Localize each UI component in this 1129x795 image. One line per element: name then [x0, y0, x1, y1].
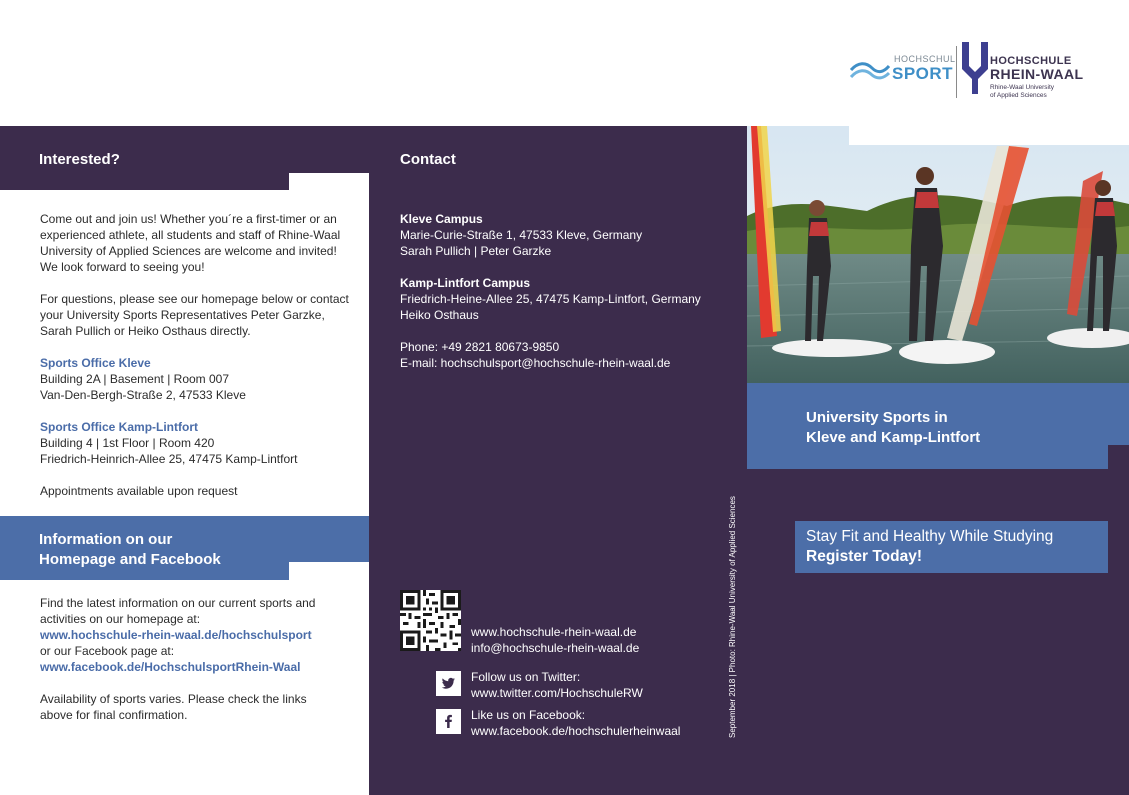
hochschulsport-logo [850, 52, 956, 86]
qr-code [400, 590, 461, 651]
twitter-button[interactable] [436, 671, 461, 696]
sports-office-kamp-lintfort [40, 419, 358, 467]
cover-title-line1: University Sports in [806, 409, 948, 426]
kl-campus-title: Kamp-Lintfort Campus [400, 276, 530, 290]
register-today-text: Register Today! [806, 548, 922, 565]
sport-logo-small: HOCHSCHUL [894, 54, 956, 64]
availability-line: above for final confirmation. [40, 708, 188, 722]
questions-paragraph [40, 291, 358, 339]
info-heading-line1: Information on our [39, 531, 173, 548]
intro-line: University of Applied Sciences are welcome and invited! [40, 244, 337, 258]
photo-notch [849, 126, 1129, 145]
questions-line: Sarah Pullich or Heiko Osthaus directly. [40, 324, 251, 338]
kleve-campus-contacts: Sarah Pullich | Peter Garzke [400, 244, 552, 258]
wave-icon [850, 58, 890, 82]
intro-line: Come out and join us! Whether you´re a first-timer or an [40, 212, 337, 226]
office-kleve-title: Sports Office Kleve [40, 356, 151, 370]
twitter-icon [436, 671, 461, 696]
questions-line: For questions, please see our homepage below or contact [40, 292, 349, 306]
interested-heading: Interested? [39, 151, 120, 168]
kamp-lintfort-campus-block [400, 275, 740, 323]
hrw-y-icon [960, 38, 990, 96]
title-band-extension [747, 445, 1108, 469]
info-heading-line2: Homepage and Facebook [39, 551, 221, 568]
homepage-link[interactable]: www.hochschule-rhein-waal.de/hochschulsport [40, 628, 312, 642]
latest-line: Find the latest information on our current sports and [40, 596, 316, 610]
photo-credit: September 2018 | Photo: Rhine-Waal University of Applied Sciences [728, 496, 737, 738]
availability-paragraph [40, 691, 358, 723]
cover-title [806, 408, 980, 448]
office-kleve-address: Van-Den-Bergh-Straße 2, 47533 Kleve [40, 388, 246, 402]
logo-divider [956, 46, 957, 98]
hrw-logo-line2: RHEIN-WAAL [990, 66, 1084, 82]
office-kl-address: Friedrich-Heinrich-Allee 25, 47475 Kamp-Lintfort [40, 452, 298, 466]
availability-line: Availability of sports varies. Please check the links [40, 692, 307, 706]
contact-heading: Contact [400, 151, 456, 168]
intro-paragraph [40, 211, 358, 275]
info-heading [39, 530, 221, 570]
hrw-logo-subtitle [990, 84, 1090, 100]
website-link[interactable]: www.hochschule-rhein-waal.de [471, 625, 637, 639]
hrw-sub-1: Rhine-Waal University [990, 84, 1055, 91]
kl-campus-address: Friedrich-Heine-Allee 25, 47475 Kamp-Lintfort, Germany [400, 292, 701, 306]
twitter-label: Follow us on Twitter: [471, 670, 581, 684]
email-address[interactable]: E-mail: hochschulsport@hochschule-rhein-waal.de [400, 356, 671, 370]
questions-line: your University Sports Representatives Peter Garzke, [40, 308, 325, 322]
hrw-logo-line1: HOCHSCHULE [990, 55, 1072, 67]
twitter-block [471, 669, 731, 701]
cover-title-line2: Kleve and Kamp-Lintfort [806, 429, 981, 446]
banner-notch [289, 173, 369, 190]
hrw-sub-2: of Applied Sciences [990, 92, 1047, 99]
qr-code-icon [400, 590, 461, 651]
intro-line: experienced athlete, all students and staff of Rhine-Waal [40, 228, 341, 242]
intro-line: We look forward to seeing you! [40, 260, 205, 274]
windsurfing-photo [747, 126, 1129, 383]
kleve-campus-address: Marie-Curie-Straße 1, 47533 Kleve, Germany [400, 228, 643, 242]
facebook-label: Like us on Facebook: [471, 708, 586, 722]
sports-office-kleve [40, 355, 358, 403]
facebook-icon [436, 709, 461, 734]
office-kl-room: Building 4 | 1st Floor | Room 420 [40, 436, 215, 450]
latest-line: activities on our homepage at: [40, 612, 201, 626]
kleve-campus-block [400, 211, 740, 259]
facebook-block [471, 707, 741, 739]
stay-fit-text: Stay Fit and Healthy While Studying [806, 528, 1054, 545]
info-banner-notch [289, 562, 369, 580]
sport-logo-big: SPORT [892, 64, 954, 83]
kleve-campus-title: Kleve Campus [400, 212, 483, 226]
facebook-page-link[interactable]: www.facebook.de/HochschulsportRhein-Waal [40, 660, 301, 674]
phone-number: Phone: +49 2821 80673-9850 [400, 340, 560, 354]
latest-info-paragraph [40, 595, 358, 675]
appointments-text: Appointments available upon request [40, 484, 238, 498]
hrw-logo [960, 38, 1110, 100]
facebook-button[interactable] [436, 709, 461, 734]
phone-email-block [400, 339, 740, 371]
windsurfing-photo-illustration [747, 126, 1129, 383]
facebook-intro: or our Facebook page at: [40, 644, 175, 658]
facebook-link[interactable]: www.facebook.de/hochschulerheinwaal [471, 724, 681, 738]
logo-area [850, 38, 1100, 100]
kl-campus-contacts: Heiko Osthaus [400, 308, 479, 322]
office-kleve-room: Building 2A | Basement | Room 007 [40, 372, 230, 386]
web-links-block [471, 624, 731, 656]
info-email-link[interactable]: info@hochschule-rhein-waal.de [471, 641, 640, 655]
twitter-link[interactable]: www.twitter.com/HochschuleRW [471, 686, 643, 700]
office-kl-title: Sports Office Kamp-Lintfort [40, 420, 198, 434]
